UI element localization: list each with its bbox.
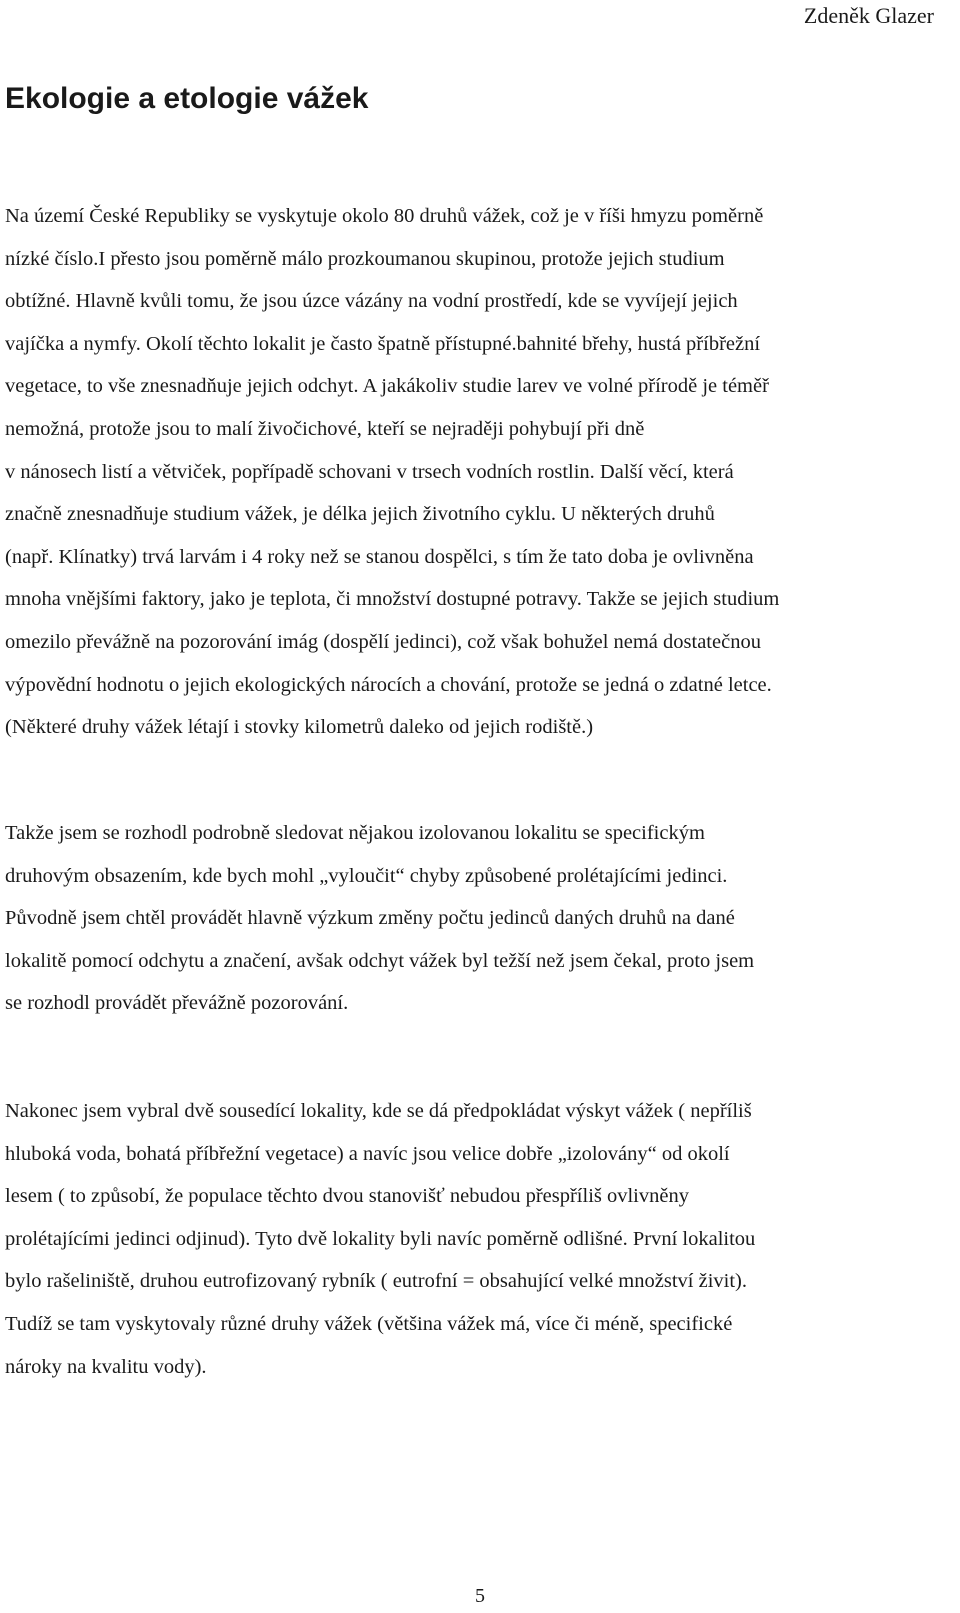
text-line: Tudíž se tam vyskytovaly různé druhy vážek (většina vážek má, více či méně, specifické <box>5 1312 733 1335</box>
text-line: nároky na kvalitu vody). <box>5 1355 207 1378</box>
text-line: bylo rašeliniště, druhou eutrofizovaný rybník ( eutrofní = obsahující velké množství živit). <box>5 1270 747 1293</box>
text-line: Nakonec jsem vybral dvě sousedící lokality, kde se dá předpokládat výskyt vážek ( nepříliš <box>5 1100 752 1122</box>
text-line: (Některé druhy vážek létají i stovky kilometrů daleko od jejich rodiště.) <box>5 716 594 739</box>
text-line: výpovědní hodnotu o jejich ekologických nárocích a chování, protože se jedná o zdatné letce. <box>5 673 772 696</box>
text-line: druhovým obsazením, kde bych mohl „vyloučit“ chyby způsobené prolétajícími jedinci. <box>5 864 728 887</box>
text-line: lesem ( to způsobí, že populace těchto dvou stanovišť nebudou přespříliš ovlivněny <box>5 1185 689 1208</box>
text-line: lokalitě pomocí odchytu a značení, avšak odchyt vážek byl težší než jsem čekal, proto jsem <box>5 949 755 972</box>
author-name: Zdeněk Glazer <box>803 3 934 28</box>
text-line: značně znesnadňuje studium vážek, je délka jejich životního cyklu. U některých druhů <box>5 503 715 526</box>
paragraph-method <box>5 812 955 1025</box>
text-line: omezilo převážně na pozorování imág (dospělí jedinci), což však bohužel nemá dostatečnou <box>5 630 761 653</box>
text-line: Původně jsem chtěl provádět hlavně výzkum změny počtu jedinců daných druhů na dané <box>5 907 735 930</box>
page-number: 5 <box>475 1585 485 1607</box>
text-line: v nánosech listí a větviček, popřípadě schovani v trsech vodních rostlin. Další věcí, která <box>5 460 734 483</box>
text-line: Takže jsem se rozhodl podrobně sledovat nějakou izolovanou lokalitu se specifickým <box>5 822 705 844</box>
text-line: se rozhodl provádět převážně pozorování. <box>5 992 349 1015</box>
paragraph-intro <box>5 195 955 749</box>
text-line: mnoha vnějšími faktory, jako je teplota, či množství dostupné potravy. Takže se jejich studium <box>5 588 780 611</box>
text-line: nemožná, protože jsou to malí živočichové, kteří se nejraději pohybují při dně <box>5 417 645 440</box>
text-line: hluboká voda, bohatá příbřežní vegetace) a navíc jsou velice dobře „izolovány“ od okolí <box>5 1142 730 1165</box>
text-line: (např. Klínatky) trvá larvám i 4 roky než se stanou dospělci, s tím že tato doba je ovlivněna <box>5 545 754 568</box>
text-line: Na území České Republiky se vyskytuje okolo 80 druhů vážek, což je v říši hmyzu poměrně <box>5 205 764 227</box>
text-line: vajíčka a nymfy. Okolí těchto lokalit je často špatně přístupné.bahnité břehy, hustá příbřežní <box>5 332 761 355</box>
text-line: vegetace, to vše znesnadňuje jejich odchyt. A jakákoliv studie larev ve volné přírodě je téměř <box>5 375 769 398</box>
paragraph-localities <box>5 1090 955 1388</box>
text-line: obtížné. Hlavně kvůli tomu, že jsou úzce vázány na vodní prostředí, kde se vyvíjejí jejich <box>5 290 738 313</box>
text-line: nízké číslo.I přesto jsou poměrně málo prozkoumanou skupinou, protože jejich studium <box>5 247 725 270</box>
document-title: Ekologie a etologie vážek <box>5 82 369 115</box>
text-line: prolétajícími jedinci odjinud). Tyto dvě lokality byli navíc poměrně odlišné. První lokalitou <box>5 1227 756 1250</box>
